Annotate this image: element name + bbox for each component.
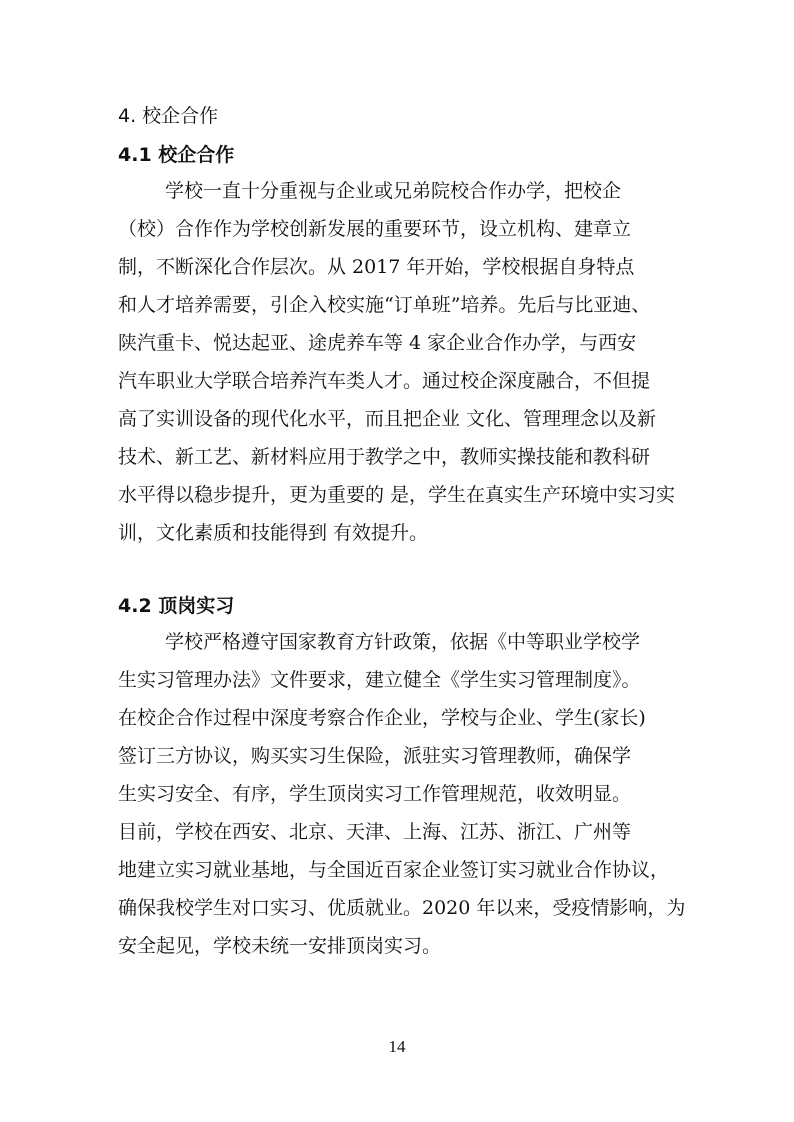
paragraph-line: 确保我校学生对口实习、优质就业。2020 年以来，受疫情影响，为 <box>118 897 686 919</box>
section-title: 4. 校企合作 <box>118 105 219 127</box>
paragraph-line: （校）合作作为学校创新发展的重要环节，设立机构、建章立 <box>118 218 632 240</box>
paragraph-line: 高了实训设备的现代化水平，而且把企业 文化、管理理念以及新 <box>118 408 657 430</box>
paragraph-line: 生实习安全、有序，学生顶岗实习工作管理规范，收效明显。 <box>118 783 632 805</box>
paragraph-line: 学校一直十分重视与企业或兄弟院校合作办学，把校企 <box>165 180 622 202</box>
subsection-heading-4-1: 4.1 校企合作 <box>118 144 235 166</box>
paragraph-line: 学校严格遵守国家教育方针政策，依据《中等职业学校学 <box>165 631 641 653</box>
paragraph-line: 制，不断深化合作层次。从 2017 年开始，学校根据自身特点 <box>118 256 635 278</box>
paragraph-line: 训，文化素质和技能得到 有效提升。 <box>118 522 429 544</box>
paragraph-line: 目前，学校在西安、北京、天津、上海、江苏、浙江、广州等 <box>118 821 632 843</box>
paragraph-line: 水平得以稳步提升，更为重要的 是，学生在真实生产环境中实习实 <box>118 484 676 506</box>
paragraph-line: 陕汽重卡、悦达起亚、途虎养车等 4 家企业合作办学，与西安 <box>118 332 637 354</box>
paragraph-line: 安全起见，学校未统一安排顶岗实习。 <box>118 935 442 957</box>
paragraph-line: 在校企合作过程中深度考察合作企业，学校与企业、学生(家长) <box>118 707 646 729</box>
subsection-heading-4-2: 4.2 顶岗实习 <box>118 595 235 617</box>
page-number: 14 <box>388 1037 406 1056</box>
paragraph-line: 生实习管理办法》文件要求，建立健全《学生实习管理制度》。 <box>118 669 641 691</box>
paragraph-line: 汽车职业大学联合培养汽车类人才。通过校企深度融合，不但提 <box>118 370 651 392</box>
paragraph-line: 和人才培养需要，引企入校实施“订单班”培养。先后与比亚迪、 <box>118 294 651 316</box>
paragraph-line: 地建立实习就业基地，与全国近百家企业签订实习就业合作协议， <box>118 859 670 881</box>
paragraph-line: 技术、新工艺、新材料应用于教学之中，教师实操技能和教科研 <box>118 446 651 468</box>
paragraph-line: 签订三方协议，购买实习生保险，派驻实习管理教师，确保学 <box>118 745 632 767</box>
